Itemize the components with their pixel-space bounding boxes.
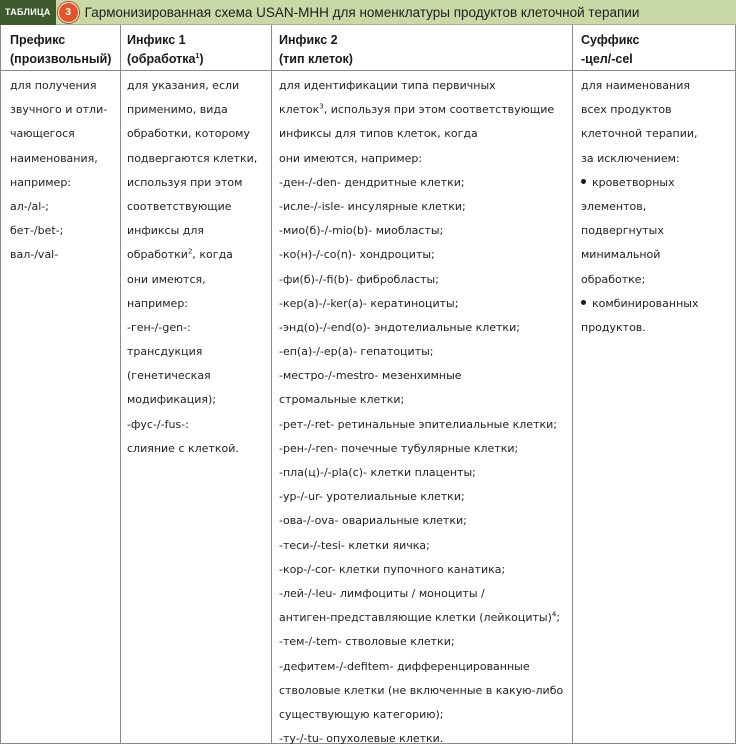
cell-line: -рет-/-ret- ретинальные эпителиальные клетки; bbox=[279, 417, 557, 431]
cell-line: -дефитем-/-defitem- дифференцированные bbox=[279, 659, 530, 673]
header-prefix-title: Префикс bbox=[10, 33, 66, 47]
cell-line: -ова-/-ova- овариальные клетки; bbox=[279, 514, 467, 528]
cell-line: (генетическая bbox=[127, 369, 211, 383]
cell-line: элементов, bbox=[581, 199, 647, 213]
cell-line: для идентификации типа первичных bbox=[279, 79, 496, 92]
cell-line: подвергнутых bbox=[581, 224, 664, 238]
cell-line: кроветворных bbox=[581, 171, 698, 195]
nomenclature-table bbox=[0, 25, 736, 744]
header-infix1-title: Инфикс 1 bbox=[127, 33, 186, 47]
cell-line: -местро-/-mestro- мезенхимные bbox=[279, 369, 462, 383]
cell-line: -ур-/-ur- уротелиальные клетки; bbox=[279, 490, 465, 504]
cell-line: стволовые клетки (не включенные в какую-либо bbox=[279, 683, 564, 697]
cell-line: модификация); bbox=[127, 393, 216, 407]
footnote-ref: 4 bbox=[551, 610, 557, 619]
header-prefix-subtitle: (произвольный) bbox=[10, 52, 112, 66]
cell-line: -фус-/-fus-: bbox=[127, 417, 189, 431]
cell-line: соответствующие bbox=[127, 199, 232, 213]
header-infix1-subtitle: (обработка$^1$) bbox=[127, 52, 204, 66]
cell-line: наименования, bbox=[10, 151, 98, 165]
cell-line: -исле-/-isle- инсулярные клетки; bbox=[279, 199, 466, 213]
header-prefix bbox=[10, 31, 111, 69]
cell-line: комбинированных bbox=[581, 292, 698, 316]
cell-line: -тем-/-tem- стволовые клетки; bbox=[279, 635, 455, 649]
cell-line: они имеются, например: bbox=[279, 151, 423, 165]
cell-line: подвергаются клетки, bbox=[127, 151, 258, 165]
cell-line: для наименования bbox=[581, 79, 691, 92]
cell-line: -ко(н)-/-co(n)- хондроциты; bbox=[279, 248, 435, 262]
footnote-ref: 2 bbox=[187, 247, 193, 256]
prefix-column bbox=[10, 74, 107, 268]
header-infix2-subtitle: (тип клеток) bbox=[279, 52, 353, 66]
column-divider bbox=[271, 25, 272, 743]
cell-line: -кор-/-cor- клетки пупочного канатика; bbox=[279, 562, 506, 576]
header-suffix-title: Суффикс bbox=[581, 33, 640, 47]
cell-line: обработки$^2$, когда bbox=[127, 247, 233, 262]
cell-line: инфиксы для bbox=[127, 224, 205, 238]
cell-line: -рен-/-ren- почечные тубулярные клетки; bbox=[279, 441, 519, 455]
cell-line: -энд(о)-/-end(o)- эндотелиальные клетки; bbox=[279, 320, 520, 334]
cell-line: -пла(ц)-/-pla(c)- клетки плаценты; bbox=[279, 466, 476, 479]
cell-line: -ген-/-gen-: bbox=[127, 320, 191, 334]
cell-line: слияние с клеткой. bbox=[127, 441, 239, 455]
column-divider bbox=[572, 25, 573, 743]
cell-line: -мио(б)-/-mio(b)- миобласты; bbox=[279, 224, 444, 238]
cell-line: например: bbox=[10, 175, 72, 189]
table-label: ТАБЛИЦА bbox=[0, 0, 56, 25]
table-title-bar bbox=[0, 0, 736, 25]
cell-line: -теси-/-tesi- клетки яичка; bbox=[279, 538, 430, 552]
cell-line: антиген-представляющие клетки (лейкоциты)$^4$; bbox=[279, 610, 561, 625]
cell-line: вал-/val- bbox=[10, 248, 59, 262]
cell-line: они имеются, bbox=[127, 272, 206, 286]
cell-line: минимальной bbox=[581, 248, 661, 262]
infix1-column bbox=[127, 74, 257, 461]
header-suffix bbox=[581, 31, 639, 69]
cell-line: ал-/al-; bbox=[10, 199, 49, 213]
cell-line: существующую категорию); bbox=[279, 707, 444, 721]
cell-line: всех продуктов bbox=[581, 103, 672, 117]
cell-line: используя при этом bbox=[127, 175, 243, 189]
cell-line: например: bbox=[127, 296, 189, 310]
header-infix1 bbox=[127, 31, 204, 69]
cell-line: за исключением: bbox=[581, 151, 680, 165]
header-divider bbox=[1, 70, 735, 71]
suffix-column bbox=[581, 74, 698, 340]
cell-line: клеток$^3$, используя при этом соответствующие bbox=[279, 102, 555, 117]
column-divider bbox=[120, 25, 121, 743]
cell-line: -лей-/-leu- лимфоциты / моноциты / bbox=[279, 586, 485, 600]
cell-line: для указания, если bbox=[127, 79, 240, 92]
cell-line: -ден-/-den- дендритные клетки; bbox=[279, 175, 465, 189]
table-number-badge: 3 bbox=[58, 2, 79, 23]
cell-line: звучного и отли- bbox=[10, 103, 108, 117]
cell-line: инфиксы для типов клеток, когда bbox=[279, 127, 478, 141]
infix2-column bbox=[279, 74, 563, 751]
cell-line: клеточной терапии, bbox=[581, 127, 698, 141]
cell-line: чающегося bbox=[10, 127, 75, 141]
cell-line: -ту-/-tu- опухолевые клетки. bbox=[279, 732, 444, 746]
cell-line: обработке; bbox=[581, 272, 646, 286]
cell-line: применимо, вида bbox=[127, 103, 228, 117]
bullet-icon bbox=[581, 179, 586, 184]
cell-line: -фи(б)-/-fi(b)- фибробласты; bbox=[279, 272, 439, 286]
footnote-ref: 1 bbox=[195, 52, 200, 60]
cell-line: трансдукция bbox=[127, 345, 203, 359]
cell-line: продуктов. bbox=[581, 320, 646, 334]
footnote-ref: 3 bbox=[319, 102, 324, 111]
cell-line: стромальные клетки; bbox=[279, 393, 405, 407]
header-infix2-title: Инфикс 2 bbox=[279, 33, 338, 47]
header-infix2 bbox=[279, 31, 353, 69]
cell-line: -еп(а)-/-ep(a)- гепатоциты; bbox=[279, 345, 434, 359]
cell-line: обработки, которому bbox=[127, 127, 250, 141]
cell-line: бет-/bet-; bbox=[10, 224, 64, 238]
table-title: Гармонизированная схема USAN-МНН для номенклатуры продуктов клеточной терапии bbox=[84, 4, 640, 20]
header-suffix-subtitle: -цел/-cel bbox=[581, 52, 633, 66]
cell-line: -кер(а)-/-ker(a)- кератиноциты; bbox=[279, 296, 459, 310]
cell-line: для получения bbox=[10, 79, 97, 92]
bullet-icon bbox=[581, 300, 586, 305]
